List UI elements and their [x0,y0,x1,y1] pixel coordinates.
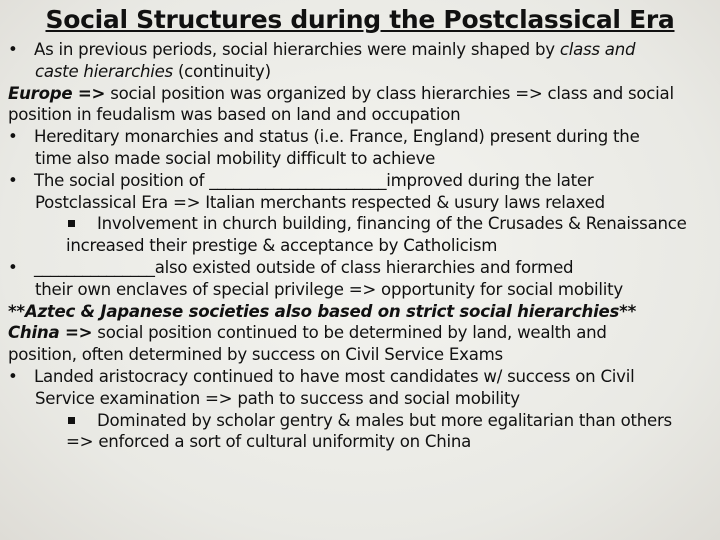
bullet-icon: • [8,170,18,190]
bullet-4-line-1: • _______________also existed outside of class hierarchies and formed [8,257,574,277]
fill-in-blank: _______________ [34,257,155,277]
bullet-3-line-1: • The social position of ______________________improved during the later [8,170,594,190]
sub-bullet-2-line-1: Dominated by scholar gentry & males but more egalitarian than others [8,410,714,432]
china-line-2: position, often determined by success on Civil Service Exams [8,345,503,365]
europe-line-1: Europe => social position was organized by class hierarchies => class and social [8,83,674,103]
slide-body [8,39,714,453]
sub-bullet-2-line-2: => enforced a sort of cultural uniformity on China [66,432,472,452]
europe-line-2: position in feudalism was based on land and occupation [8,105,461,125]
fill-in-blank: ______________________ [209,170,387,190]
slide-title: Social Structures during the Postclassical Era [45,5,675,34]
sub-bullet-1-line-2: increased their prestige & acceptance by Catholicism [66,236,498,256]
bullet-icon: • [8,366,18,386]
bullet-1-line-2: caste hierarchies (continuity) [35,61,271,81]
bullet-5-line-2: Service examination => path to success and social mobility [35,388,520,408]
china-line-1: China => social position continued to be determined by land, wealth and [8,323,607,343]
square-bullet-icon [68,417,75,424]
bullet-1-line-1: • As in previous periods, social hierarchies were mainly shaped by class and [8,40,636,59]
bullet-icon: • [8,40,18,59]
aztec-line: **Aztec & Japanese societies also based on strict social hierarchies** [8,301,637,321]
bullet-2-line-2: time also made social mobility difficult to achieve [35,148,436,168]
bullet-4-line-2: their own enclaves of special privilege => opportunity for social mobility [35,279,623,299]
bullet-2-line-1: • Hereditary monarchies and status (i.e. France, England) present during the [8,127,640,147]
bullet-icon: • [8,127,18,147]
bullet-5-line-1: • Landed aristocracy continued to have most candidates w/ success on Civil [8,366,635,386]
bullet-icon: • [8,257,18,277]
square-bullet-icon [68,220,75,227]
bullet-3-line-2: Postclassical Era => Italian merchants respected & usury laws relaxed [35,192,605,212]
sub-bullet-1-line-1: Involvement in church building, financing of the Crusades & Renaissance [8,213,714,235]
